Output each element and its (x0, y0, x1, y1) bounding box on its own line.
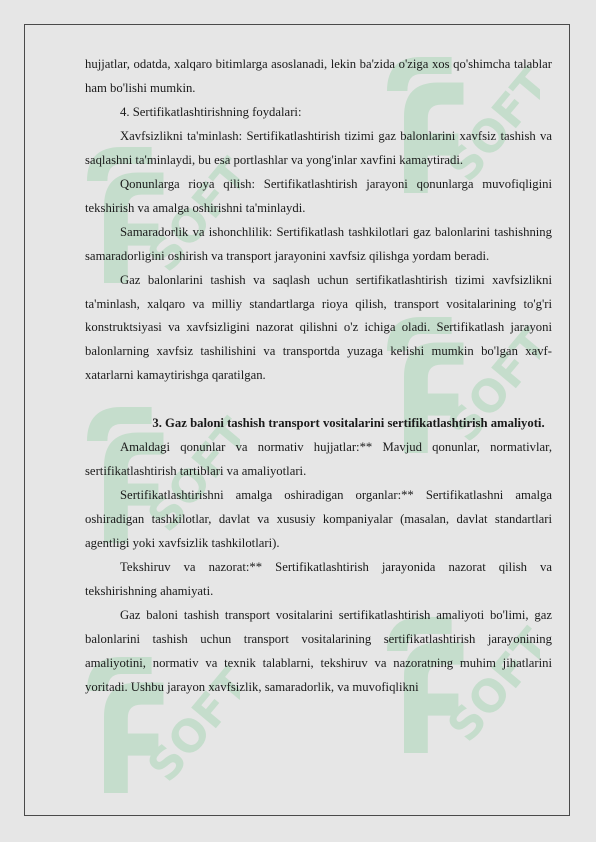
paragraph: Gaz baloni tashish transport vositalarini sertifikatlashtirish amaliyoti bo'limi, gaz balonlarini tashish uchun transport vositalarining sertifikatlashtirish jarayonining amaliyotini, normativ va texnik talablarni, tekshiruv va nazoratning muhim jihatlarini yoritadi. Ushbu jarayon xavfsizlik, samaradorlik, va muvofiqlikni (85, 607, 552, 694)
paragraph: hujjatlar, odatda, xalqaro bitimlarga asoslanadi, lekin ba'zida o'ziga xos qo'shimcha talablar ham bo'lishi mumkin. (85, 57, 552, 95)
paragraph: Gaz balonlarini tashish va saqlash uchun sertifikatlashtirish tizimi xavfsizlikni ta'minlash, xalqaro va milliy standartlarga rioya qilish, transport vositalarining to'g'ri konstruktsiyasi va xavfsizligini nazorat qilishni o'z ichiga oladi. Sertifikatlash jarayoni balonlarning xavfsiz tashilishini va transportda yuzaga kelishi mumkin bo'lgan xavf-xatarlarni kamaytirishga qaratilgan. (85, 272, 552, 383)
watermark-text: SOFT (437, 619, 540, 752)
paragraph: Amaldagi qonunlar va normativ hujjatlar:** Mavjud qonunlar, normativlar, sertifikatlashtirish tartiblari va amaliyotlari. (85, 440, 552, 479)
watermark-text: SOFT (437, 319, 540, 452)
watermark-text: SOFT (137, 409, 240, 542)
paragraph: Sertifikatlashtirishni amalga oshiradigan organlar:** Sertifikatlashni amalga oshiradigan tashkilotlar, davlat va xususiy kompaniyalar (masalan, davlat standartlari agentligi yoki xavfsizlik tashkilotlari). (85, 488, 552, 551)
section-heading: 3. Gaz baloni tashish transport vositalarini sertifikatlashtirish amaliyoti. (152, 416, 545, 431)
watermark-text: SOFT (137, 659, 240, 792)
list-heading: 4. Sertifikatlashtirishning foydalari: (120, 104, 302, 119)
document-body (85, 53, 552, 700)
paragraph: Tekshiruv va nazorat:** Sertifikatlashtirish jarayonida nazorat qilish va tekshirishning ahamiyati. (85, 560, 552, 599)
blank-line (85, 388, 552, 412)
paragraph: Xavfsizlikni ta'minlash: Sertifikatlashtirish tizimi gaz balonlarini xavfsiz tashish va saqlashni ta'minlaydi, bu esa portlashlar va yong'inlar xavfini kamaytiradi. (85, 128, 552, 167)
paragraph: Qonunlarga rioya qilish: Sertifikatlashtirish jarayoni qonunlarga muvofiqligini tekshirish va amalga oshirishni ta'minlaydi. (85, 176, 552, 215)
watermark-text: SOFT (137, 149, 240, 282)
watermark-text: SOFT (437, 59, 540, 192)
paragraph: Samaradorlik va ishonchlilik: Sertifikatlash tashkilotlari gaz balonlarini tashishning samaradorligini oshirish va transport jarayonini xavfsiz qilishga yordam beradi. (85, 224, 552, 263)
